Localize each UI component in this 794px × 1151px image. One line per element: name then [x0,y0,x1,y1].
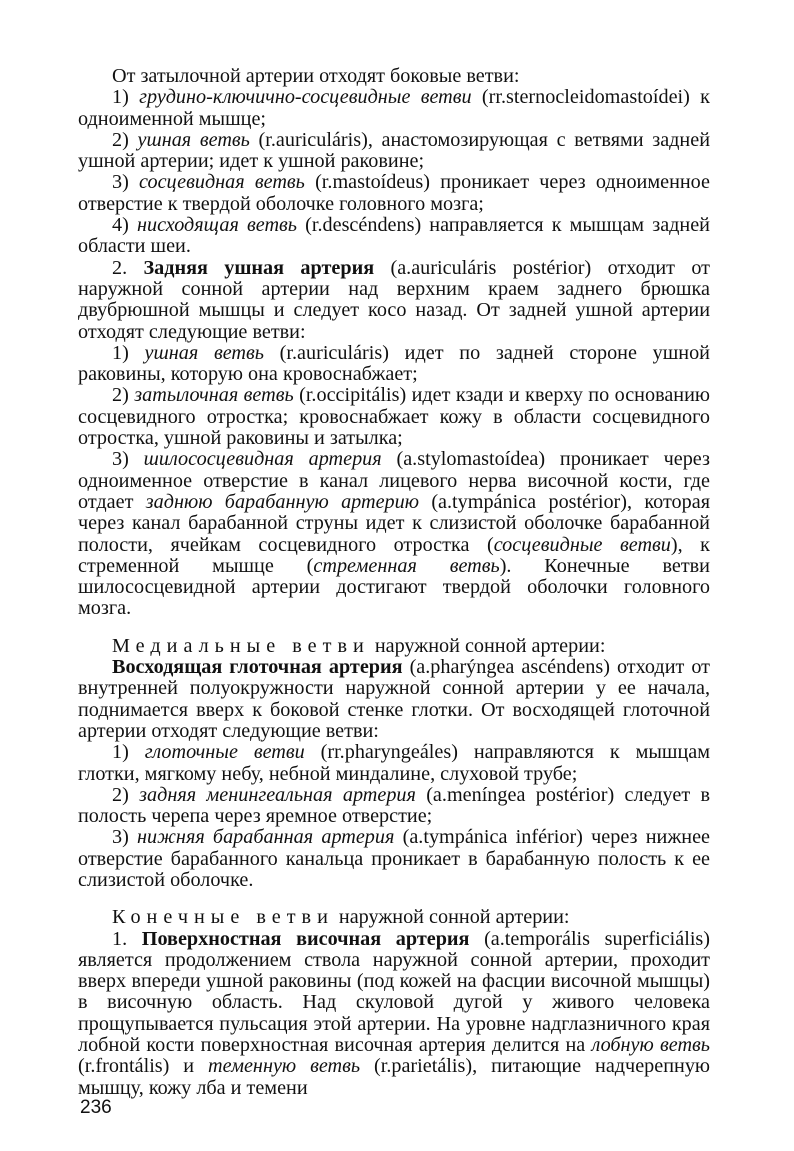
bold-heading: Поверхностная височная артерия [141,927,470,950]
paragraph [78,215,710,258]
text-span: наружной сонной артерии: [333,906,570,929]
text-span: (a.pharýngea ascéndens) отходит от внутренней полуокружности наружной сонной артерии у ее начала, поднимается вверх к боковой стенке глотки. От восходящей глоточной артерии отходят следующие ветви: [78,656,710,742]
spaced-heading: Конечные ветви [112,906,334,929]
text-span: (r.descéndens) направляется к мышцам задней области шеи. [78,214,710,258]
italic-term: ушная ветвь [137,128,250,151]
italic-term: шилососцевидная артерия [143,448,382,471]
italic-term: задняя менингеальная артерия [139,783,416,806]
paragraph [78,343,710,386]
text-span: (rr.pharyngeáles) направляются к мышцам глотки, мягкому небу, небной миндалине, слуховой трубе; [78,741,710,785]
italic-term: теменную ветвь [208,1055,361,1078]
text-span: ), к стременной мышце ( [78,533,710,577]
paragraph [78,385,710,449]
paragraph [78,172,710,215]
italic-term: грудино-ключично-сосцевидные ветви [139,86,472,109]
text-span: (a.tympánica inférior) через нижнее отверстие барабанного канальца проникает в барабанную полость к ее слизистой оболочке. [78,826,711,891]
text-span: (r.occipitális) идет кзади и кверху по основанию сосцевидного отростка; кровоснабжает кожу в области сосцевидного отростка, ушной раковины и затылка; [78,384,710,450]
text-span: 4) [112,214,137,237]
paragraph [78,907,710,928]
text-span: (r.mastoídeus) проникает через одноименное отверстие к твердой оболочке головного мозга; [78,171,710,215]
paragraph [78,87,710,130]
text-span: (a.temporális superficiális) является продолжением ствола наружной сонной артерии, проходит вверх впереди ушной раковины (под кожей на фасции височной мышцы) в височную область. Над скуловой дугой у живого человека прощупывается пульсация этой артерии. На уровне надглазничного края лобной кости поверхностная височная артерия делится на [78,927,711,1057]
text-span: От затылочной артерии отходят боковые ветви: [112,65,520,87]
text-span: 1) [112,86,140,109]
italic-term: заднюю барабанную артерию [145,490,419,513]
paragraph [78,66,710,87]
text-span: (rr.sternocleidomastoídei) к одноименной мышце; [78,86,710,130]
text-span: 3) [112,171,140,194]
text-span: (a.meníngea postérior) следует в полость черепа через яремное отверстие; [78,783,710,828]
text-span: 2) [112,783,140,806]
text-span: (r.auriculáris) идет по задней стороне ушной раковины, которую она кровоснабжает; [78,341,710,386]
text-span: 1) [112,741,145,764]
text-span: ). Конечные ветви шилососцевидной артерии достигают твердой оболочки головного мозга. [78,554,710,620]
paragraph [78,130,710,173]
body-text [78,66,710,1099]
paragraph [78,742,710,785]
text-span: 1) [112,341,145,364]
spaced-heading: Медиальные ветви [112,634,370,657]
text-span: 2. [112,256,144,279]
italic-term: стременная ветвь [313,554,500,577]
text-span: 2) [112,384,135,407]
text-span: 1. [112,927,142,950]
text-span: наружной сонной артерии: [369,634,606,657]
paragraph [78,827,710,891]
text-span: (r.auriculáris), анастомозирующая с ветвями задней ушной артерии; идет к ушной раковине; [78,128,710,173]
paragraph [78,449,710,619]
text-span: 3) [112,826,138,849]
italic-term: нижняя барабанная артерия [137,826,395,849]
text-span: (r.parietális), питающие надчерепную мышцу, кожу лба и темени [78,1055,711,1099]
paragraph [78,929,710,1099]
italic-term: сосцевидная ветвь [139,171,305,194]
text-span: (a.stylomastoídea) проникает через одноименное отверстие в канал лицевого нерва височной кости, где отдает [78,448,710,513]
italic-term: глоточные ветви [144,741,305,764]
page-number: 236 [80,1097,112,1118]
text-span: 3) [112,448,144,471]
paragraph [78,636,710,657]
italic-term: затылочная ветвь [134,384,294,407]
paragraph [78,657,710,742]
paragraph [78,785,710,828]
italic-term: сосцевидные ветви [493,533,671,556]
paragraph [78,258,710,343]
text-span: (r.frontális) и [78,1055,209,1078]
italic-term: нисходящая ветвь [136,214,297,237]
italic-term: лобную ветвь [591,1034,710,1057]
bold-heading: Восходящая глоточная артерия [112,656,403,679]
bold-heading: Задняя ушная артерия [143,256,375,279]
text-span: 2) [112,128,138,151]
italic-term: ушная ветвь [144,341,264,364]
text-span: (a.tympánica postérior), которая через канал барабанной струны идет к слизистой оболочке барабанной полости, ячейкам сосцевидного отростка ( [78,490,710,556]
text-span: (a.auriculáris postérior) отходит от наружной сонной артерии над верхним краем заднего брюшка двубрюшной мышцы и следует косо назад. От задней ушной артерии отходят следующие ветви: [78,256,710,343]
